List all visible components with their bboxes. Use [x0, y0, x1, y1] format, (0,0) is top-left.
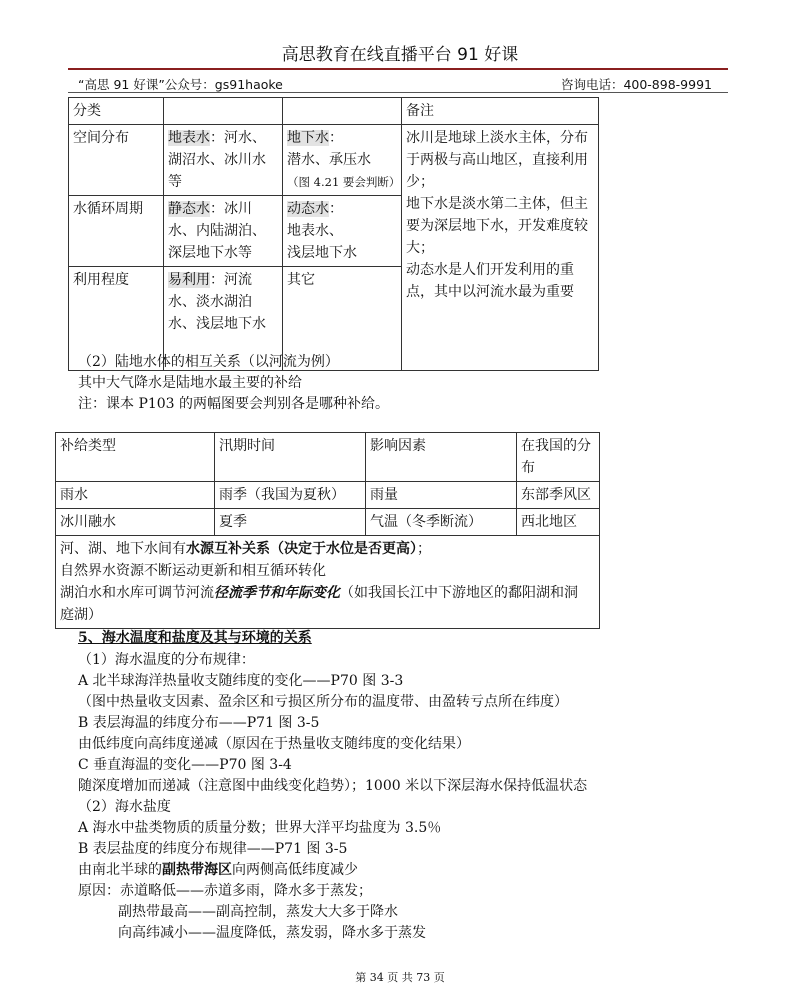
- header-underline: [68, 92, 728, 93]
- table-cell: 雨量: [366, 482, 517, 509]
- note-item: 动态水是人们开发利用的重点，其中以河流水最为重要: [406, 262, 574, 300]
- paragraph-line: 副热带最高——副高控制，蒸发大大多于降水: [118, 904, 398, 920]
- table-cell: 地表水：河水、湖沼水、冰川水等: [164, 125, 283, 196]
- table-cell: 夏季: [215, 509, 366, 536]
- note-line: 湖泊水和水库可调节河流径流季节和年际变化（如我国长江中下游地区的鄱阳湖和洞 庭湖）: [60, 585, 578, 623]
- table-header-cell: 分类: [69, 98, 164, 125]
- paragraph-line: （1）海水温度的分布规律：: [78, 652, 255, 668]
- paragraph-line: 注：课本 P103 的两幅图要会判别各是哪种补给。: [78, 396, 390, 412]
- header-phone: 咨询电话：400-898-9991: [560, 77, 712, 92]
- paragraph-line: 由南北半球的副热带海区向两侧高低纬度减少: [78, 862, 358, 878]
- table-cell: 东部季风区: [517, 482, 600, 509]
- paragraph-line: 向高纬减小——温度降低，蒸发弱，降水多于蒸发: [118, 925, 426, 941]
- paragraph-line: 原因：赤道略低——赤道多雨，降水多于蒸发；: [78, 883, 372, 899]
- table-header-cell: 备注: [402, 98, 599, 125]
- paragraph-line: C 垂直海温的变化——P70 图 3-4: [78, 757, 292, 773]
- header-wechat: “高思 91 好课”公众号：gs91haoke: [78, 77, 283, 92]
- table-header-cell: 影响因素: [366, 433, 517, 482]
- paragraph-line: 其中大气降水是陆地水最主要的补给: [78, 375, 302, 391]
- table-cell: 静态水：冰川水、内陆湖泊、深层地下水等: [164, 196, 283, 267]
- note-line: 河、湖、地下水间有水源互补关系（决定于水位是否更高）；: [60, 541, 431, 557]
- note-item: 地下水是淡水第二主体，但主要为深层地下水，开发难度较大；: [406, 196, 588, 256]
- water-classification-table: [68, 97, 599, 371]
- paragraph-line: （2）陆地水体的相互关系（以河流为例）: [78, 354, 339, 370]
- page-header-title: 高思教育在线直播平台 91 好课: [281, 45, 519, 65]
- note-line: 自然界水资源不断运动更新和相互循环转化: [60, 563, 326, 579]
- table-cell: 其它: [283, 267, 402, 371]
- paragraph-line: （2）海水盐度: [78, 799, 171, 815]
- table-cell: 地下水： 潜水、承压水 （图 4.21 要会判断）: [283, 125, 402, 196]
- row-label: 空间分布: [69, 125, 164, 196]
- paragraph-line: （图中热量收支因素、盈余区和亏损区所分布的温度带、由盈转亏点所在纬度）: [78, 694, 568, 710]
- table-cell: 气温（冬季断流）: [366, 509, 517, 536]
- paragraph-line: 随深度增加而递减（注意图中曲线变化趋势）；1000 米以下深层海水保持低温状态: [78, 778, 588, 794]
- table-header-cell: 汛期时间: [215, 433, 366, 482]
- paragraph-line: 由低纬度向高纬度递减（原因在于热量收支随纬度的变化结果）: [78, 736, 470, 752]
- note-item: 冰川是地球上淡水主体，分布于两极与高山地区，直接利用少；: [406, 130, 588, 190]
- table-header-cell: 补给类型: [56, 433, 215, 482]
- notes-cell: [402, 125, 599, 371]
- table-header-cell: 在我国的分布: [517, 433, 600, 482]
- header-rule: [68, 68, 728, 70]
- table-cell: 西北地区: [517, 509, 600, 536]
- table-cell: 冰川融水: [56, 509, 215, 536]
- table-cell: 雨水: [56, 482, 215, 509]
- row-label: 利用程度: [69, 267, 164, 371]
- table-cell: 动态水： 地表水、 浅层地下水: [283, 196, 402, 267]
- recharge-type-table: [55, 432, 600, 629]
- table-cell: 易利用：河流水、淡水湖泊水、浅层地下水: [164, 267, 283, 371]
- paragraph-line: A 海水中盐类物质的质量分数；世界大洋平均盐度为 3.5％: [78, 820, 442, 836]
- paragraph-line: B 表层盐度的纬度分布规律——P71 图 3-5: [78, 841, 348, 857]
- paragraph-line: B 表层海温的纬度分布——P71 图 3-5: [78, 715, 320, 731]
- table-notes-cell: [56, 536, 600, 629]
- table-cell: 雨季（我国为夏秋）: [215, 482, 366, 509]
- section-heading: 5、海水温度和盐度及其与环境的关系: [78, 630, 312, 646]
- page-footer: 第 34 页 共 73 页: [355, 971, 445, 984]
- row-label: 水循环周期: [69, 196, 164, 267]
- paragraph-line: A 北半球海洋热量收支随纬度的变化——P70 图 3-3: [78, 673, 404, 689]
